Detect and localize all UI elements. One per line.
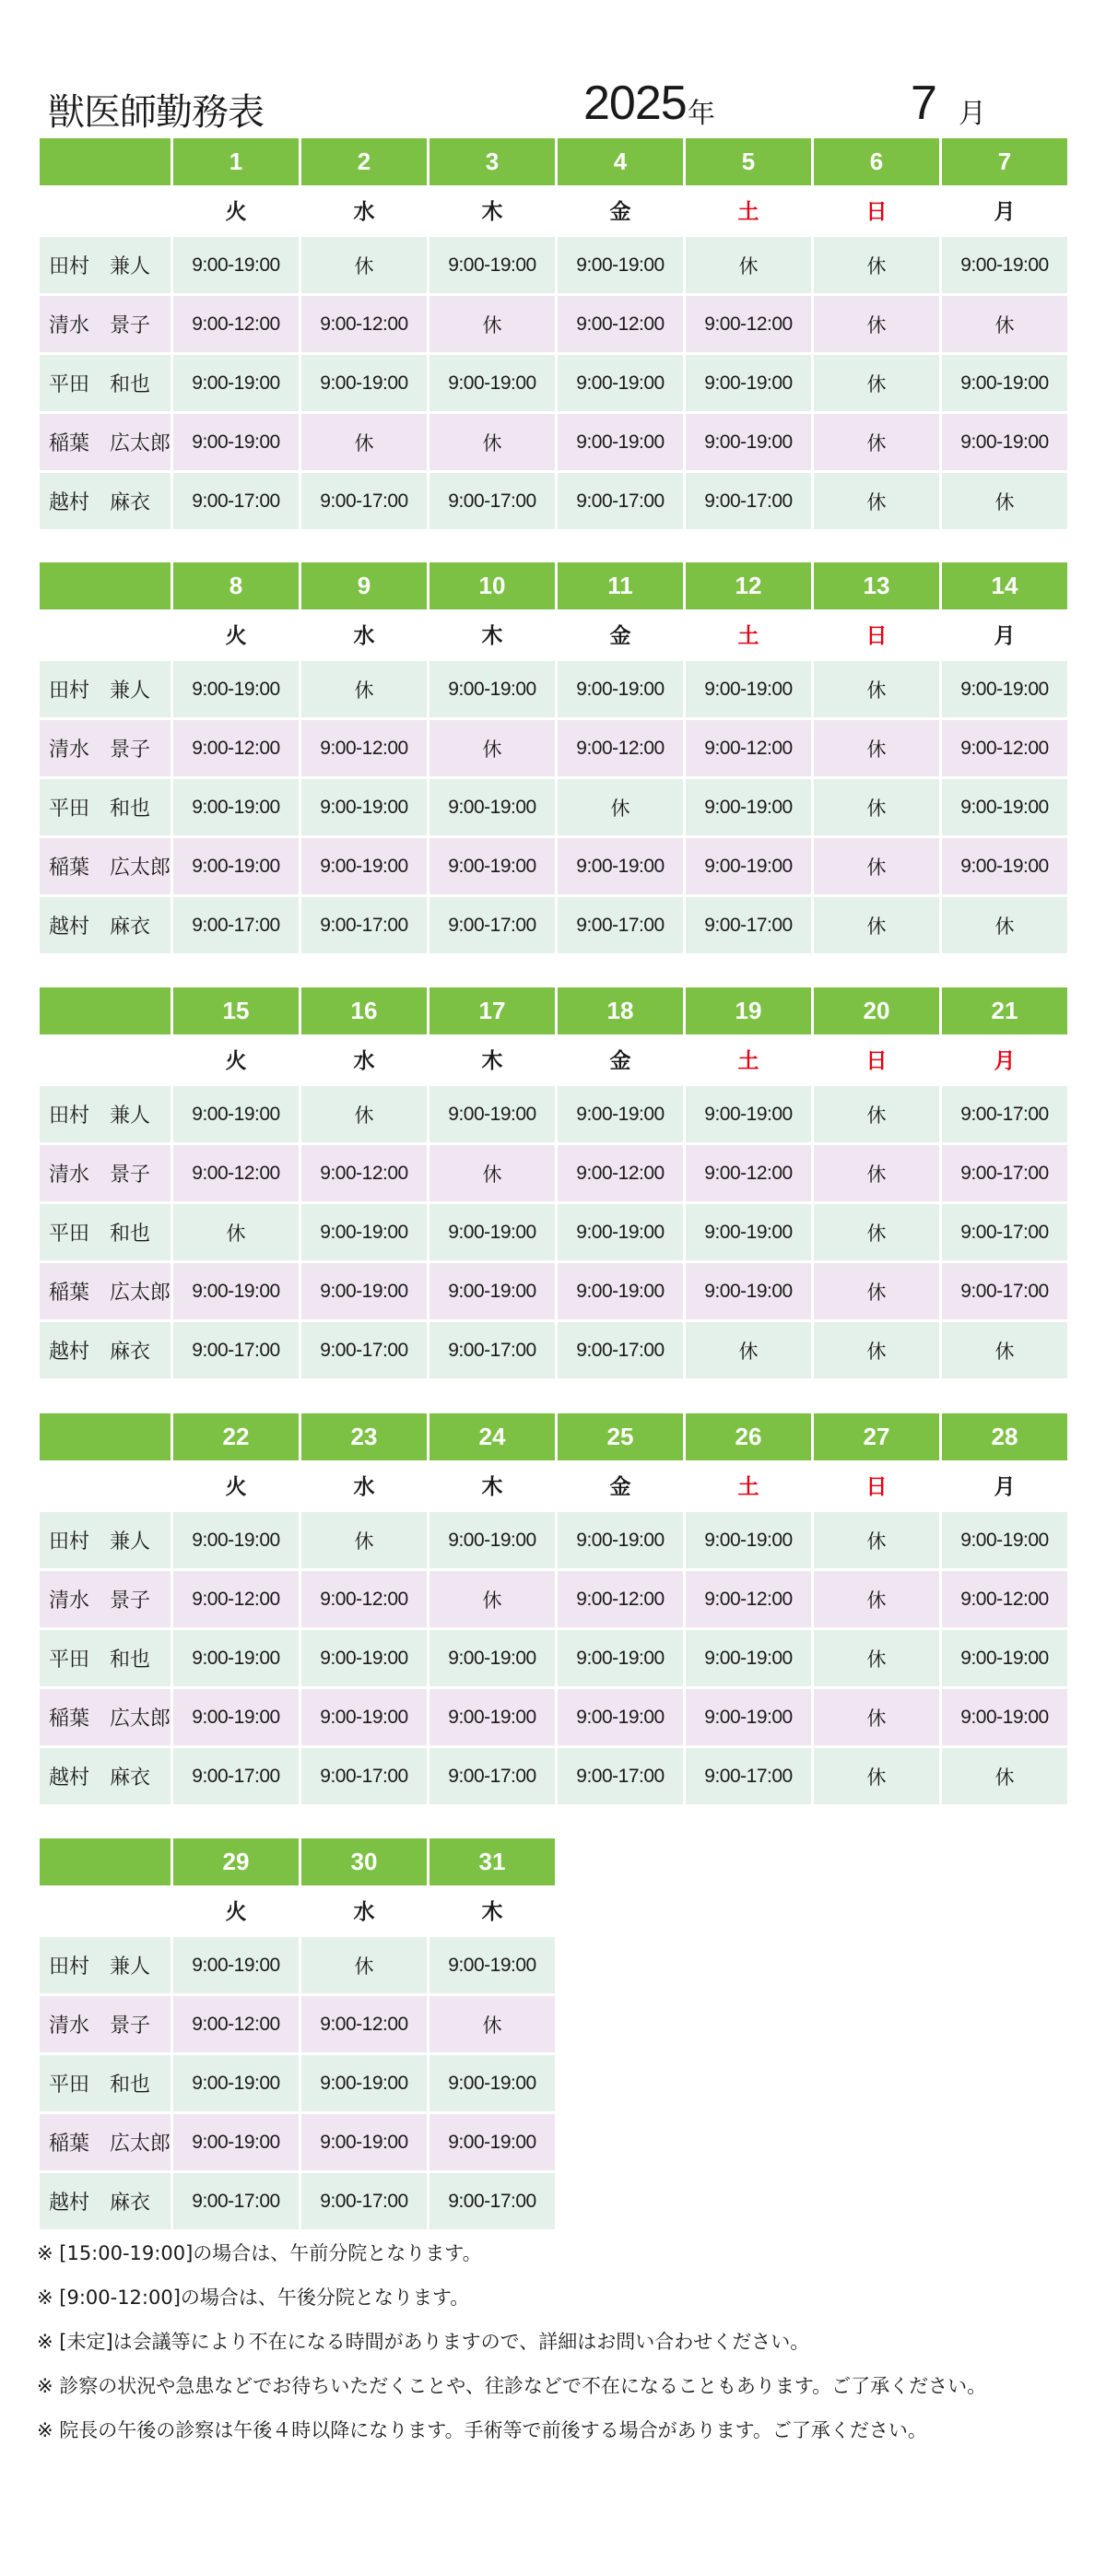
date-number: 15 <box>173 987 299 1034</box>
doctor-name: 越村 麻衣 <box>40 1745 171 1804</box>
day-off-cell: 休 <box>814 1627 939 1686</box>
day-off-cell: 休 <box>814 835 939 894</box>
day-off-cell: 休 <box>814 1319 939 1378</box>
day-off-cell: 休 <box>814 470 939 529</box>
date-number: 22 <box>173 1413 299 1460</box>
doctor-name: 田村 兼人 <box>40 1509 171 1568</box>
day-off-cell: 休 <box>814 1568 939 1627</box>
shift-hours-cell: 9:00-19:00 <box>686 1083 811 1142</box>
month-unit: 月 <box>959 98 986 130</box>
weekday-label: 木 <box>481 1049 503 1073</box>
weekday-label: 土 <box>737 1475 759 1499</box>
doctor-name: 越村 麻衣 <box>40 470 171 529</box>
day-off-cell: 休 <box>814 1201 939 1260</box>
page-header <box>44 76 1062 134</box>
shift-hours-cell: 9:00-19:00 <box>942 1627 1067 1686</box>
date-number: 29 <box>173 1838 299 1885</box>
shift-hours-cell: 9:00-19:00 <box>558 352 683 411</box>
date-number: 25 <box>558 1413 683 1460</box>
date-number: 31 <box>429 1838 555 1885</box>
weekday-label: 土 <box>737 624 759 648</box>
month-value: 7 <box>911 77 937 130</box>
note-line: ※ [未定]は会議等により不在になる時間がありますので、詳細はお問い合わせください。 <box>37 2331 810 2353</box>
shift-hours-cell: 9:00-19:00 <box>558 835 683 894</box>
header-corner-cell <box>40 987 171 1034</box>
doctor-name: 稲葉 広太郎 <box>40 2111 171 2170</box>
year-unit: 年 <box>688 98 715 130</box>
shift-hours-cell: 9:00-17:00 <box>686 1745 811 1804</box>
shift-hours-cell: 9:00-12:00 <box>173 1142 299 1201</box>
shift-hours-cell: 9:00-12:00 <box>942 1568 1067 1627</box>
shift-hours-cell: 9:00-12:00 <box>686 1142 811 1201</box>
date-number: 20 <box>814 987 939 1034</box>
shift-hours-cell: 9:00-19:00 <box>429 776 555 835</box>
date-number: 13 <box>814 562 939 609</box>
weekday-label: 水 <box>353 1049 375 1073</box>
shift-hours-cell: 9:00-19:00 <box>686 1260 811 1319</box>
shift-hours-cell: 9:00-12:00 <box>942 717 1067 776</box>
date-number: 7 <box>942 138 1067 185</box>
shift-hours-cell: 9:00-12:00 <box>558 1568 683 1627</box>
day-off-cell: 休 <box>301 411 427 470</box>
shift-hours-cell: 9:00-17:00 <box>301 2170 427 2229</box>
doctor-row <box>40 234 1067 293</box>
doctor-row <box>40 1627 1067 1686</box>
shift-hours-cell: 9:00-17:00 <box>301 894 427 953</box>
shift-hours-cell: 9:00-19:00 <box>429 1686 555 1745</box>
date-number: 3 <box>429 138 555 185</box>
shift-hours-cell: 9:00-19:00 <box>301 1627 427 1686</box>
shift-hours-cell: 9:00-19:00 <box>301 1686 427 1745</box>
doctor-name: 田村 兼人 <box>40 1083 171 1142</box>
doctor-name: 越村 麻衣 <box>40 1319 171 1378</box>
shift-hours-cell: 9:00-19:00 <box>301 835 427 894</box>
doctor-row <box>40 2170 555 2229</box>
shift-hours-cell: 9:00-19:00 <box>173 234 299 293</box>
date-number: 16 <box>301 987 427 1034</box>
day-off-cell: 休 <box>558 776 683 835</box>
shift-hours-cell: 9:00-17:00 <box>173 894 299 953</box>
day-off-cell: 休 <box>173 1201 299 1260</box>
shift-hours-cell: 9:00-17:00 <box>429 2170 555 2229</box>
shift-hours-cell: 9:00-17:00 <box>558 1319 683 1378</box>
shift-hours-cell: 9:00-19:00 <box>173 776 299 835</box>
shift-hours-cell: 9:00-19:00 <box>942 411 1067 470</box>
day-off-cell: 休 <box>814 234 939 293</box>
weekday-label: 土 <box>737 200 759 224</box>
shift-hours-cell: 9:00-17:00 <box>942 1142 1067 1201</box>
weekday-label: 日 <box>865 1475 888 1499</box>
shift-hours-cell: 9:00-19:00 <box>942 234 1067 293</box>
shift-hours-cell: 9:00-19:00 <box>686 411 811 470</box>
day-off-cell: 休 <box>814 658 939 717</box>
shift-hours-cell: 9:00-19:00 <box>301 1260 427 1319</box>
shift-hours-cell: 9:00-19:00 <box>173 658 299 717</box>
header-corner-cell <box>40 1838 171 1885</box>
doctor-row <box>40 293 1067 352</box>
shift-hours-cell: 9:00-12:00 <box>686 717 811 776</box>
shift-hours-cell: 9:00-12:00 <box>558 1142 683 1201</box>
shift-hours-cell: 9:00-12:00 <box>558 717 683 776</box>
weekday-label: 火 <box>225 624 247 648</box>
date-number: 5 <box>686 138 811 185</box>
shift-hours-cell: 9:00-17:00 <box>173 470 299 529</box>
shift-hours-cell: 9:00-12:00 <box>686 1568 811 1627</box>
shift-hours-cell: 9:00-19:00 <box>173 835 299 894</box>
date-number: 23 <box>301 1413 427 1460</box>
shift-hours-cell: 9:00-19:00 <box>173 1083 299 1142</box>
weekday-corner-cell <box>40 1885 171 1934</box>
shift-hours-cell: 9:00-17:00 <box>942 1083 1067 1142</box>
day-off-cell: 休 <box>429 1993 555 2052</box>
doctor-name: 清水 景子 <box>40 1142 171 1201</box>
date-number: 26 <box>686 1413 811 1460</box>
date-number: 1 <box>173 138 299 185</box>
shift-hours-cell: 9:00-19:00 <box>942 352 1067 411</box>
day-off-cell: 休 <box>301 658 427 717</box>
shift-hours-cell: 9:00-19:00 <box>173 411 299 470</box>
shift-hours-cell: 9:00-19:00 <box>429 352 555 411</box>
doctor-row <box>40 1745 1067 1804</box>
shift-hours-cell: 9:00-12:00 <box>301 1993 427 2052</box>
shift-hours-cell: 9:00-17:00 <box>429 1745 555 1804</box>
day-off-cell: 休 <box>814 894 939 953</box>
weekday-label: 水 <box>353 1900 375 1924</box>
year-value: 2025 <box>583 77 687 130</box>
date-number: 14 <box>942 562 1067 609</box>
shift-hours-cell: 9:00-17:00 <box>301 1745 427 1804</box>
weekday-label: 火 <box>225 1049 247 1073</box>
shift-hours-cell: 9:00-19:00 <box>429 1627 555 1686</box>
doctor-name: 田村 兼人 <box>40 658 171 717</box>
shift-hours-cell: 9:00-17:00 <box>558 894 683 953</box>
weekday-label: 土 <box>737 1049 759 1073</box>
weekday-label: 木 <box>481 1900 503 1924</box>
day-off-cell: 休 <box>301 1934 427 1993</box>
day-off-cell: 休 <box>814 1686 939 1745</box>
shift-hours-cell: 9:00-17:00 <box>301 1319 427 1378</box>
weekday-label: 木 <box>481 200 503 224</box>
doctor-row <box>40 352 1067 411</box>
day-off-cell: 休 <box>686 234 811 293</box>
note-line: ※ 診察の状況や急患などでお待ちいただくことや、往診などで不在になることもあります。ご了承ください。 <box>37 2375 987 2397</box>
day-off-cell: 休 <box>814 411 939 470</box>
shift-hours-cell: 9:00-19:00 <box>686 776 811 835</box>
weekday-label: 木 <box>481 624 503 648</box>
weekday-label: 金 <box>609 624 631 648</box>
doctor-row <box>40 1934 555 1993</box>
date-number: 10 <box>429 562 555 609</box>
weekday-label: 水 <box>353 624 375 648</box>
day-off-cell: 休 <box>301 234 427 293</box>
weekday-corner-cell <box>40 185 171 234</box>
weekday-corner-cell <box>40 609 171 658</box>
day-off-cell: 休 <box>814 1745 939 1804</box>
day-off-cell: 休 <box>429 411 555 470</box>
shift-hours-cell: 9:00-17:00 <box>686 470 811 529</box>
day-off-cell: 休 <box>942 894 1067 953</box>
shift-hours-cell: 9:00-19:00 <box>429 1083 555 1142</box>
day-off-cell: 休 <box>429 717 555 776</box>
weekday-label: 月 <box>994 200 1016 224</box>
doctor-name: 越村 麻衣 <box>40 2170 171 2229</box>
shift-hours-cell: 9:00-12:00 <box>173 293 299 352</box>
doctor-row <box>40 1260 1067 1319</box>
shift-hours-cell: 9:00-19:00 <box>173 1260 299 1319</box>
shift-hours-cell: 9:00-17:00 <box>173 1319 299 1378</box>
doctor-row <box>40 1686 1067 1745</box>
weekday-label: 水 <box>353 200 375 224</box>
shift-hours-cell: 9:00-19:00 <box>301 776 427 835</box>
day-off-cell: 休 <box>942 1319 1067 1378</box>
date-number: 12 <box>686 562 811 609</box>
doctor-name: 田村 兼人 <box>40 234 171 293</box>
header-corner-cell <box>40 1413 171 1460</box>
doctor-row <box>40 411 1067 470</box>
shift-hours-cell: 9:00-19:00 <box>686 1509 811 1568</box>
weekday-label: 日 <box>865 624 888 648</box>
week-table <box>37 987 1070 1378</box>
date-number: 28 <box>942 1413 1067 1460</box>
shift-hours-cell: 9:00-19:00 <box>429 835 555 894</box>
doctor-row <box>40 835 1067 894</box>
doctor-name: 平田 和也 <box>40 776 171 835</box>
day-off-cell: 休 <box>301 1509 427 1568</box>
shift-hours-cell: 9:00-19:00 <box>686 658 811 717</box>
doctor-name: 越村 麻衣 <box>40 894 171 953</box>
shift-hours-cell: 9:00-19:00 <box>301 1201 427 1260</box>
doctor-name: 平田 和也 <box>40 2052 171 2111</box>
doctor-row <box>40 2111 555 2170</box>
doctor-row <box>40 1201 1067 1260</box>
doctor-row <box>40 658 1067 717</box>
shift-hours-cell: 9:00-19:00 <box>173 2111 299 2170</box>
doctor-row <box>40 1142 1067 1201</box>
doctor-name: 稲葉 広太郎 <box>40 1686 171 1745</box>
day-off-cell: 休 <box>429 1142 555 1201</box>
day-off-cell: 休 <box>814 1260 939 1319</box>
shift-hours-cell: 9:00-19:00 <box>942 776 1067 835</box>
doctor-row <box>40 1993 555 2052</box>
shift-hours-cell: 9:00-19:00 <box>686 1627 811 1686</box>
shift-hours-cell: 9:00-12:00 <box>173 717 299 776</box>
doctor-row <box>40 776 1067 835</box>
doctor-name: 田村 兼人 <box>40 1934 171 1993</box>
shift-hours-cell: 9:00-19:00 <box>429 1201 555 1260</box>
shift-hours-cell: 9:00-19:00 <box>173 1686 299 1745</box>
doctor-name: 清水 景子 <box>40 1568 171 1627</box>
date-number: 17 <box>429 987 555 1034</box>
week-table <box>37 1413 1070 1804</box>
shift-hours-cell: 9:00-19:00 <box>301 352 427 411</box>
shift-hours-cell: 9:00-17:00 <box>558 1745 683 1804</box>
shift-hours-cell: 9:00-17:00 <box>686 894 811 953</box>
day-off-cell: 休 <box>429 293 555 352</box>
note-line: ※ [9:00-12:00]の場合は、午後分院となります。 <box>37 2286 470 2309</box>
date-number: 18 <box>558 987 683 1034</box>
shift-hours-cell: 9:00-19:00 <box>686 1686 811 1745</box>
date-number: 9 <box>301 562 427 609</box>
date-number: 27 <box>814 1413 939 1460</box>
shift-hours-cell: 9:00-12:00 <box>301 717 427 776</box>
weekday-label: 金 <box>609 1049 631 1073</box>
doctor-name: 平田 和也 <box>40 352 171 411</box>
note-line: ※ 院長の午後の診察は午後４時以降になります。手術等で前後する場合があります。ご了承ください。 <box>37 2419 927 2441</box>
date-number: 2 <box>301 138 427 185</box>
weekday-label: 火 <box>225 1475 247 1499</box>
doctor-row <box>40 1568 1067 1627</box>
note-line: ※ [15:00-19:00]の場合は、午前分院となります。 <box>37 2242 482 2264</box>
day-off-cell: 休 <box>814 1509 939 1568</box>
day-off-cell: 休 <box>942 1745 1067 1804</box>
doctor-row <box>40 1083 1067 1142</box>
shift-hours-cell: 9:00-19:00 <box>173 352 299 411</box>
weekday-label: 日 <box>865 1049 888 1073</box>
shift-hours-cell: 9:00-19:00 <box>429 234 555 293</box>
shift-hours-cell: 9:00-19:00 <box>558 1509 683 1568</box>
day-off-cell: 休 <box>301 1083 427 1142</box>
shift-hours-cell: 9:00-19:00 <box>429 1260 555 1319</box>
date-number: 30 <box>301 1838 427 1885</box>
shift-hours-cell: 9:00-12:00 <box>173 1568 299 1627</box>
doctor-row <box>40 1509 1067 1568</box>
shift-hours-cell: 9:00-19:00 <box>558 234 683 293</box>
shift-hours-cell: 9:00-19:00 <box>686 352 811 411</box>
shift-hours-cell: 9:00-19:00 <box>429 2052 555 2111</box>
shift-hours-cell: 9:00-19:00 <box>558 658 683 717</box>
date-number: 11 <box>558 562 683 609</box>
shift-hours-cell: 9:00-19:00 <box>429 2111 555 2170</box>
doctor-row <box>40 894 1067 953</box>
day-off-cell: 休 <box>814 1142 939 1201</box>
shift-hours-cell: 9:00-19:00 <box>686 1201 811 1260</box>
shift-hours-cell: 9:00-17:00 <box>558 470 683 529</box>
date-number: 6 <box>814 138 939 185</box>
date-number: 8 <box>173 562 299 609</box>
shift-hours-cell: 9:00-19:00 <box>558 1201 683 1260</box>
shift-hours-cell: 9:00-19:00 <box>173 1934 299 1993</box>
shift-hours-cell: 9:00-17:00 <box>301 470 427 529</box>
shift-hours-cell: 9:00-12:00 <box>686 293 811 352</box>
week-table <box>37 562 1070 953</box>
doctor-row <box>40 470 1067 529</box>
shift-hours-cell: 9:00-19:00 <box>429 1934 555 1993</box>
shift-hours-cell: 9:00-19:00 <box>301 2111 427 2170</box>
doctor-name: 清水 景子 <box>40 293 171 352</box>
doctor-name: 平田 和也 <box>40 1627 171 1686</box>
weekday-label: 月 <box>994 624 1016 648</box>
shift-hours-cell: 9:00-17:00 <box>173 1745 299 1804</box>
shift-hours-cell: 9:00-19:00 <box>558 1686 683 1745</box>
date-number: 21 <box>942 987 1067 1034</box>
shift-hours-cell: 9:00-19:00 <box>942 658 1067 717</box>
date-number: 24 <box>429 1413 555 1460</box>
shift-hours-cell: 9:00-19:00 <box>301 2052 427 2111</box>
day-off-cell: 休 <box>942 470 1067 529</box>
header-corner-cell <box>40 562 171 609</box>
shift-hours-cell: 9:00-19:00 <box>558 411 683 470</box>
date-number: 4 <box>558 138 683 185</box>
shift-hours-cell: 9:00-12:00 <box>301 1568 427 1627</box>
week-table <box>37 138 1070 529</box>
weekday-corner-cell <box>40 1034 171 1083</box>
day-off-cell: 休 <box>814 293 939 352</box>
shift-hours-cell: 9:00-19:00 <box>173 1509 299 1568</box>
shift-hours-cell: 9:00-19:00 <box>173 2052 299 2111</box>
header-corner-cell <box>40 138 171 185</box>
shift-hours-cell: 9:00-19:00 <box>942 835 1067 894</box>
day-off-cell: 休 <box>686 1319 811 1378</box>
weekday-corner-cell <box>40 1460 171 1509</box>
shift-hours-cell: 9:00-17:00 <box>429 1319 555 1378</box>
day-off-cell: 休 <box>942 293 1067 352</box>
page-title: 獣医師勤務表 <box>48 91 264 134</box>
shift-hours-cell: 9:00-19:00 <box>686 835 811 894</box>
doctor-name: 清水 景子 <box>40 717 171 776</box>
shift-hours-cell: 9:00-12:00 <box>558 293 683 352</box>
weekday-label: 火 <box>225 1900 247 1924</box>
shift-hours-cell: 9:00-19:00 <box>429 658 555 717</box>
doctor-name: 稲葉 広太郎 <box>40 1260 171 1319</box>
doctor-row <box>40 1319 1067 1378</box>
weekday-label: 月 <box>994 1049 1016 1073</box>
day-off-cell: 休 <box>814 717 939 776</box>
shift-hours-cell: 9:00-17:00 <box>942 1260 1067 1319</box>
week-table <box>37 1838 558 2229</box>
shift-hours-cell: 9:00-17:00 <box>942 1201 1067 1260</box>
date-number: 19 <box>686 987 811 1034</box>
day-off-cell: 休 <box>814 1083 939 1142</box>
doctor-name: 稲葉 広太郎 <box>40 835 171 894</box>
shift-hours-cell: 9:00-19:00 <box>558 1260 683 1319</box>
shift-hours-cell: 9:00-19:00 <box>173 1627 299 1686</box>
doctor-name: 稲葉 広太郎 <box>40 411 171 470</box>
shift-hours-cell: 9:00-12:00 <box>173 1993 299 2052</box>
day-off-cell: 休 <box>814 352 939 411</box>
weekday-label: 水 <box>353 1475 375 1499</box>
weekday-label: 火 <box>225 200 247 224</box>
shift-hours-cell: 9:00-19:00 <box>429 1509 555 1568</box>
shift-hours-cell: 9:00-17:00 <box>173 2170 299 2229</box>
weekday-label: 月 <box>994 1475 1016 1499</box>
shift-hours-cell: 9:00-17:00 <box>429 894 555 953</box>
doctor-row <box>40 717 1067 776</box>
shift-hours-cell: 9:00-19:00 <box>942 1509 1067 1568</box>
notes-section <box>37 2231 1069 2452</box>
weekday-label: 木 <box>481 1475 503 1499</box>
doctor-row <box>40 2052 555 2111</box>
shift-hours-cell: 9:00-17:00 <box>429 470 555 529</box>
day-off-cell: 休 <box>429 1568 555 1627</box>
weekday-label: 金 <box>609 1475 631 1499</box>
weekday-label: 金 <box>609 200 631 224</box>
shift-hours-cell: 9:00-19:00 <box>558 1627 683 1686</box>
shift-hours-cell: 9:00-19:00 <box>558 1083 683 1142</box>
shift-hours-cell: 9:00-12:00 <box>301 1142 427 1201</box>
doctor-name: 清水 景子 <box>40 1993 171 2052</box>
shift-hours-cell: 9:00-19:00 <box>942 1686 1067 1745</box>
weekday-label: 日 <box>865 200 888 224</box>
shift-hours-cell: 9:00-12:00 <box>301 293 427 352</box>
day-off-cell: 休 <box>814 776 939 835</box>
doctor-name: 平田 和也 <box>40 1201 171 1260</box>
